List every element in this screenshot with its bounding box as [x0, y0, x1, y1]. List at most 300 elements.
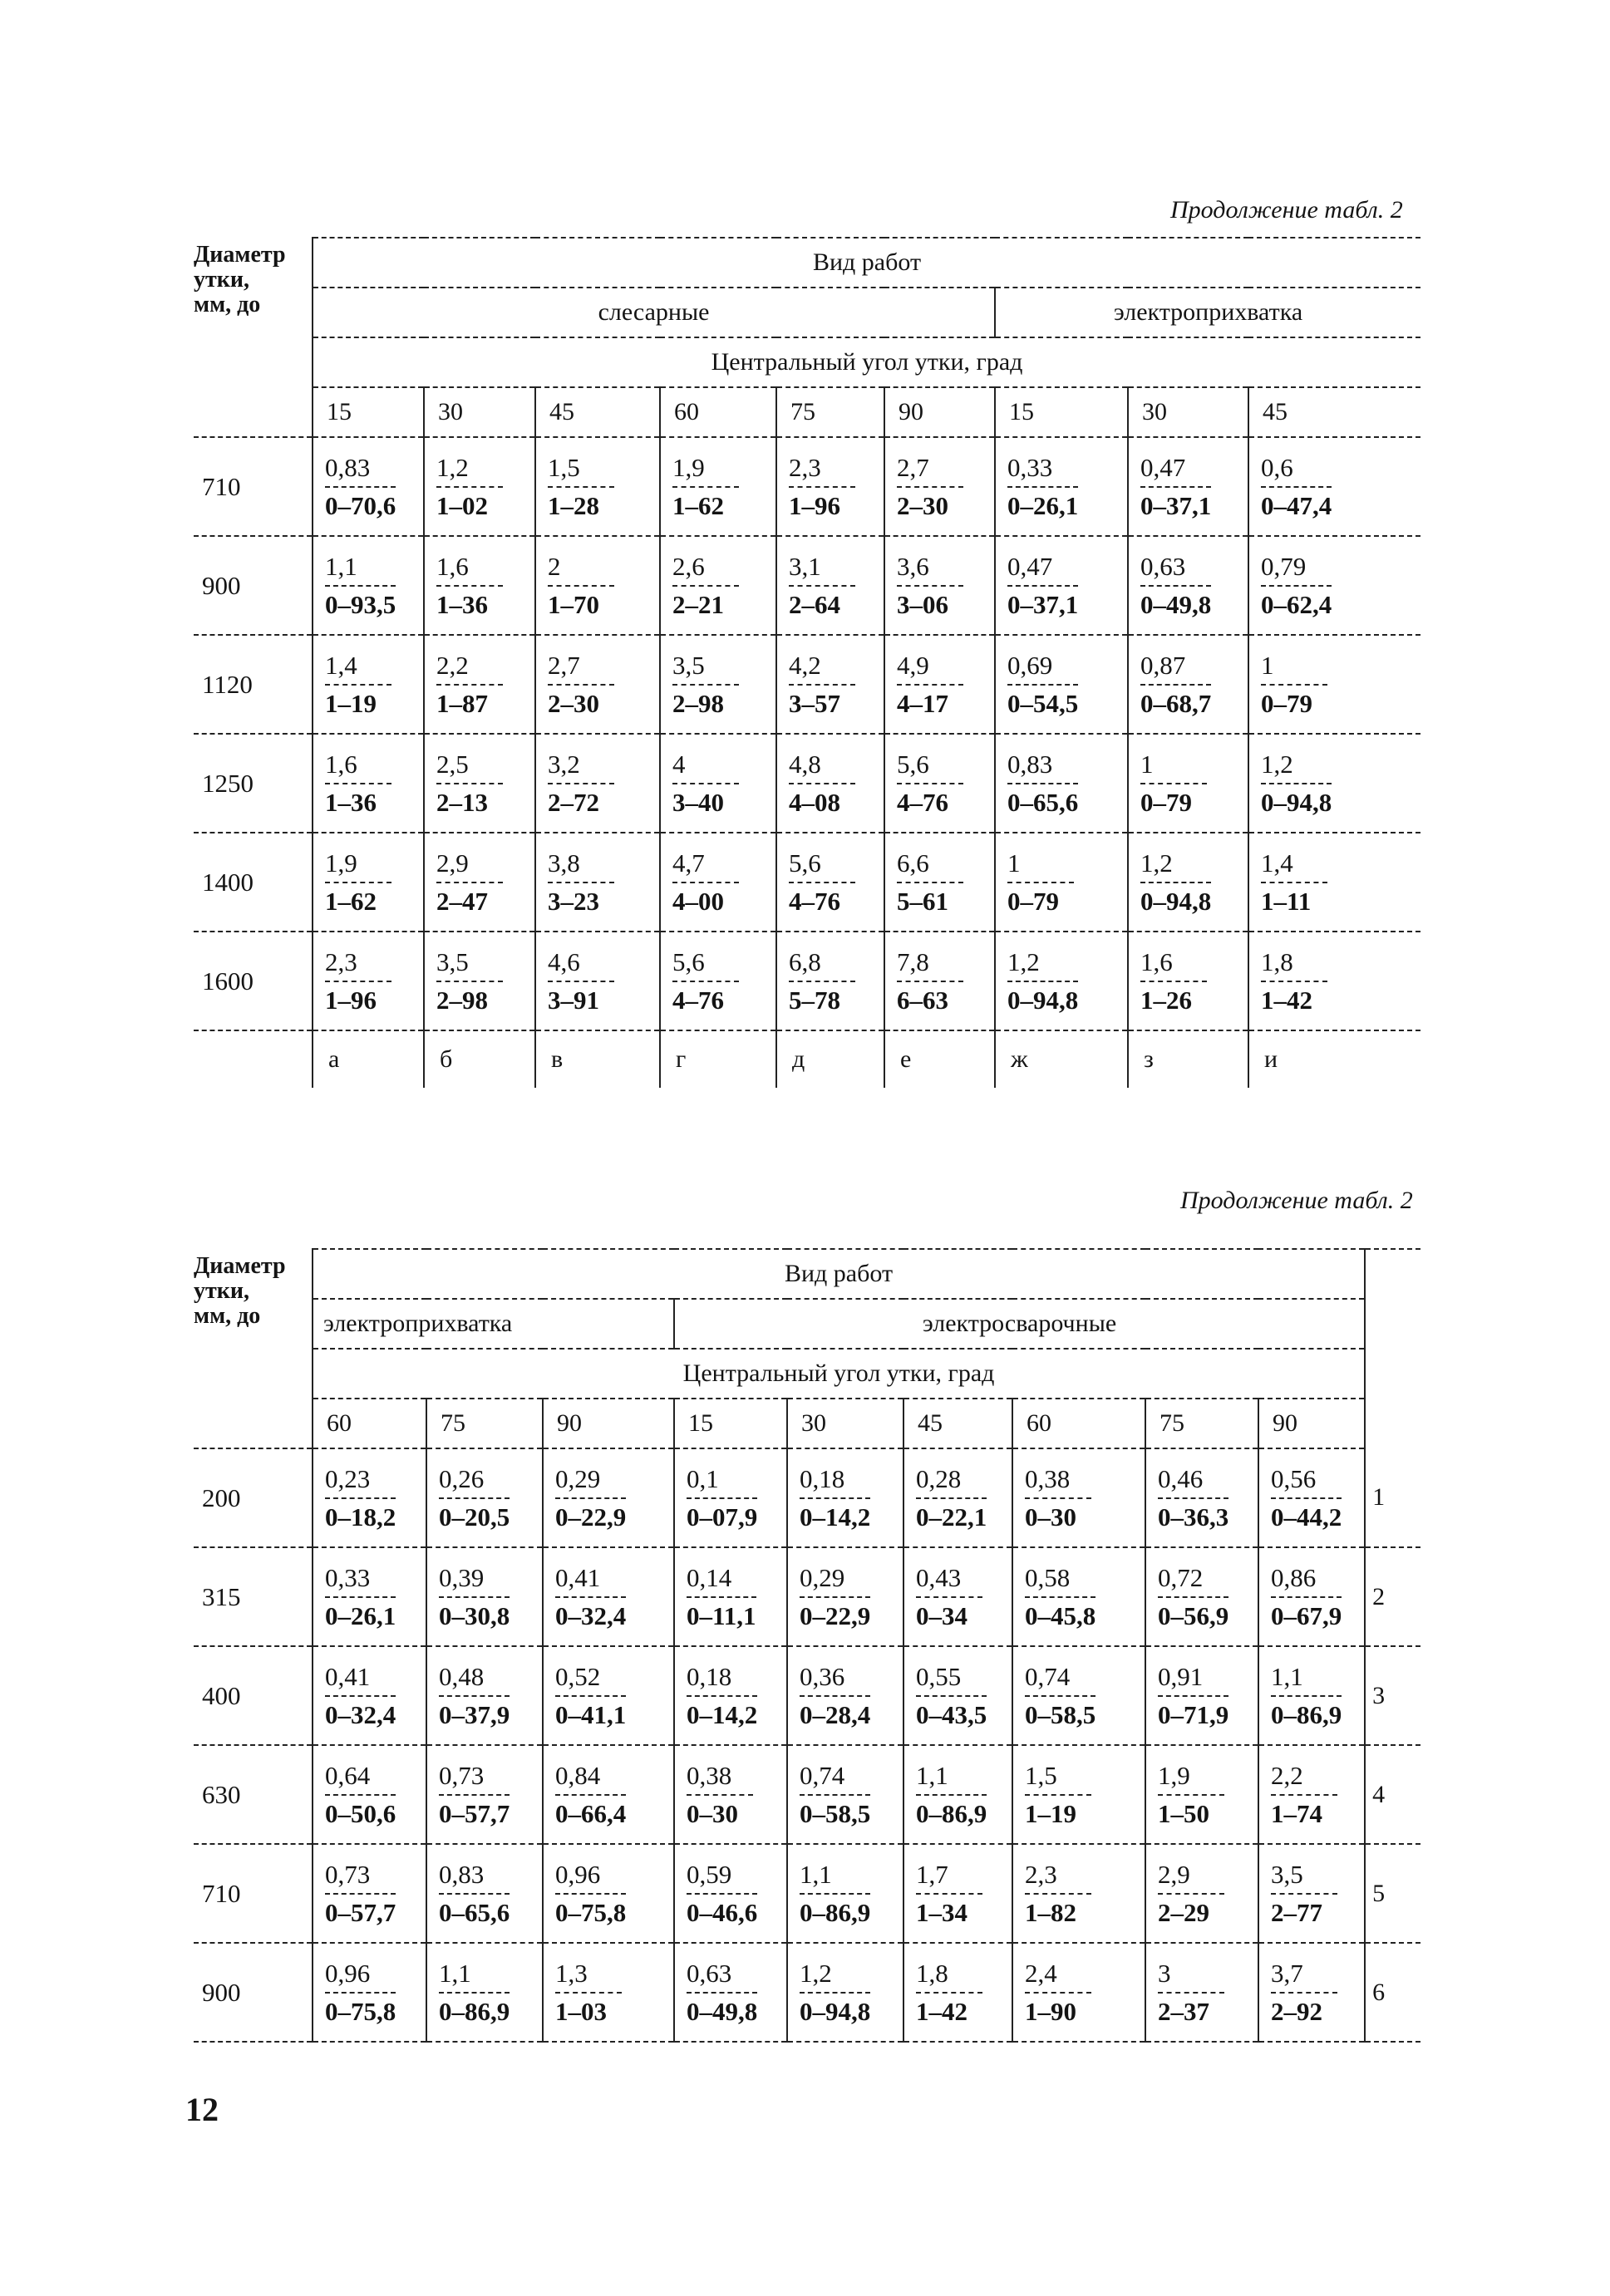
numerator: 1,6 [1140, 947, 1207, 982]
numerator: 7,8 [897, 947, 963, 982]
denominator: 0–94,8 [1140, 886, 1212, 916]
numerator: 1,8 [1261, 947, 1327, 982]
value-cell [1128, 734, 1248, 833]
fraction [1140, 552, 1211, 620]
column-letter: и [1248, 1030, 1420, 1088]
numerator: 1 [1140, 750, 1207, 784]
column-letter: д [776, 1030, 884, 1088]
value-cell [660, 437, 776, 536]
denominator: 1–96 [325, 985, 377, 1015]
fraction [555, 1662, 626, 1730]
numerator: 0,96 [325, 1959, 396, 1994]
value-cell [674, 1646, 787, 1745]
work-type-header: Вид работ [313, 1249, 1365, 1299]
value-cell [787, 1646, 903, 1745]
denominator: 0–94,8 [1007, 985, 1079, 1015]
fraction [1158, 1860, 1224, 1928]
row-number-column-header [1365, 1249, 1420, 1448]
table-row [194, 1745, 1420, 1844]
fraction [548, 552, 614, 620]
fraction [555, 1464, 626, 1532]
value-cell [535, 734, 660, 833]
table-row [194, 734, 1420, 833]
fraction [916, 1464, 987, 1532]
denominator: 0–86,9 [439, 1996, 510, 2026]
column-letter: а [313, 1030, 424, 1088]
fraction [325, 1464, 396, 1532]
angle-header-cell: 90 [543, 1399, 674, 1448]
fraction [439, 1761, 510, 1829]
denominator: 0–79 [1007, 886, 1059, 916]
row-diameter: 630 [194, 1745, 313, 1844]
denominator: 0–20,5 [439, 1502, 510, 1531]
fraction [1025, 1860, 1091, 1928]
denominator: 1–42 [916, 1996, 967, 2026]
numerator: 0,59 [687, 1860, 757, 1895]
column-letter: в [535, 1030, 660, 1088]
value-cell [1128, 536, 1248, 635]
numerator: 5,6 [897, 750, 963, 784]
denominator: 0–86,9 [800, 1897, 871, 1927]
numerator: 2,3 [325, 947, 391, 982]
value-cell [1258, 1844, 1365, 1943]
denominator: 1–03 [555, 1996, 607, 2026]
numerator: 0,47 [1007, 552, 1078, 587]
fraction [672, 750, 739, 818]
fraction [439, 1662, 510, 1730]
fraction [1271, 1761, 1337, 1829]
numerator: 2,5 [436, 750, 503, 784]
value-cell [787, 1844, 903, 1943]
numerator: 2,4 [1025, 1959, 1091, 1994]
denominator: 1–11 [1261, 886, 1312, 916]
value-cell [1012, 1943, 1145, 2042]
angle-header-cell: 90 [884, 387, 995, 437]
denominator: 0–93,5 [325, 589, 396, 619]
denominator: 4–17 [897, 688, 948, 718]
value-cell [660, 932, 776, 1030]
angle-header: Центральный угол утки, град [313, 337, 1420, 387]
numerator: 2,6 [672, 552, 739, 587]
denominator: 0–56,9 [1158, 1600, 1229, 1630]
value-cell [543, 1943, 674, 2042]
table-row [194, 437, 1420, 536]
value-cell [1145, 1943, 1258, 2042]
numerator: 0,47 [1140, 453, 1211, 488]
diameter-header-line: мм, до [194, 1303, 261, 1329]
value-cell [1145, 1745, 1258, 1844]
numerator: 1,9 [325, 848, 391, 883]
denominator: 2–72 [548, 787, 599, 817]
fraction [800, 1662, 870, 1730]
denominator: 1–36 [325, 787, 377, 817]
denominator: 0–94,8 [1261, 787, 1332, 817]
fraction [1158, 1959, 1224, 2027]
denominator: 2–13 [436, 787, 488, 817]
fraction [789, 750, 855, 818]
denominator: 3–57 [789, 688, 840, 718]
denominator: 3–91 [548, 985, 599, 1015]
fraction [548, 750, 614, 818]
fraction [916, 1761, 987, 1829]
fraction [1271, 1662, 1342, 1730]
fraction [687, 1464, 757, 1532]
denominator: 1–42 [1261, 985, 1312, 1015]
group-header-electric-welding: электросварочные [674, 1299, 1365, 1349]
angle-header-cell: 60 [1012, 1399, 1145, 1448]
column-letter-row [194, 1030, 1420, 1088]
value-cell [787, 1547, 903, 1646]
value-cell [1145, 1844, 1258, 1943]
fraction [687, 1761, 753, 1829]
fraction [436, 552, 503, 620]
numerator: 0,73 [325, 1860, 396, 1895]
numerator: 0,41 [325, 1662, 396, 1697]
denominator: 0–36,3 [1158, 1502, 1229, 1531]
numerator: 0,87 [1140, 651, 1211, 686]
angle-header-cell: 15 [313, 387, 424, 437]
fraction [916, 1860, 982, 1928]
angle-header-cell: 30 [787, 1399, 903, 1448]
fraction [325, 848, 391, 917]
numerator: 0,38 [1025, 1464, 1091, 1499]
denominator: 0–45,8 [1025, 1600, 1096, 1630]
table2-caption: Продолжение табл. 2 [1180, 1187, 1413, 1214]
row-diameter: 400 [194, 1646, 313, 1745]
fraction [789, 453, 855, 521]
numerator: 0,79 [1261, 552, 1332, 587]
numerator: 3,5 [672, 651, 739, 686]
value-cell [426, 1547, 543, 1646]
denominator: 0–11,1 [687, 1600, 756, 1630]
table1-caption: Продолжение табл. 2 [1170, 196, 1403, 224]
numerator: 0,1 [687, 1464, 757, 1499]
diameter-column-header [194, 1249, 313, 1448]
angle-header: Центральный угол утки, град [313, 1349, 1365, 1399]
row-diameter: 315 [194, 1547, 313, 1646]
denominator: 0–50,6 [325, 1798, 396, 1828]
denominator: 6–63 [897, 985, 948, 1015]
numerator: 2,3 [789, 453, 855, 488]
row-diameter: 200 [194, 1448, 313, 1547]
denominator: 0–79 [1261, 688, 1312, 718]
value-cell [884, 734, 995, 833]
numerator: 0,63 [1140, 552, 1211, 587]
numerator: 0,48 [439, 1662, 510, 1697]
value-cell [995, 635, 1128, 734]
numerator: 2,9 [1158, 1860, 1224, 1895]
value-cell [884, 437, 995, 536]
value-cell [1258, 1448, 1365, 1547]
value-cell [660, 833, 776, 932]
numerator: 1,5 [548, 453, 614, 488]
denominator: 4–76 [789, 886, 840, 916]
value-cell [424, 833, 535, 932]
denominator: 1–62 [325, 886, 377, 916]
numerator: 0,39 [439, 1563, 510, 1598]
fraction [1261, 651, 1327, 719]
value-cell [903, 1745, 1012, 1844]
denominator: 0–67,9 [1271, 1600, 1342, 1630]
fraction [1140, 651, 1211, 719]
numerator: 1 [1007, 848, 1074, 883]
denominator: 0–30 [687, 1798, 738, 1828]
value-cell [426, 1844, 543, 1943]
column-letter-spacer [194, 1030, 313, 1088]
fraction [916, 1563, 982, 1631]
table-row [194, 932, 1420, 1030]
numerator: 1,1 [439, 1959, 510, 1994]
numerator: 0,6 [1261, 453, 1332, 488]
value-cell [660, 635, 776, 734]
denominator: 0–26,1 [325, 1600, 396, 1630]
column-letter: е [884, 1030, 995, 1088]
numerator: 1,3 [555, 1959, 622, 1994]
fraction [897, 848, 963, 917]
denominator: 1–87 [436, 688, 488, 718]
fraction [672, 453, 739, 521]
fraction [1007, 750, 1078, 818]
numerator: 4,6 [548, 947, 614, 982]
row-number: 5 [1365, 1844, 1420, 1943]
value-cell [313, 734, 424, 833]
numerator: 0,36 [800, 1662, 870, 1697]
fraction [672, 651, 739, 719]
numerator: 2,7 [548, 651, 614, 686]
diameter-header-line: Диаметр [194, 1253, 286, 1279]
denominator: 2–92 [1271, 1996, 1322, 2026]
value-cell [543, 1844, 674, 1943]
fraction [789, 947, 855, 1015]
denominator: 2–37 [1158, 1996, 1209, 2026]
denominator: 0–22,9 [555, 1502, 627, 1531]
value-cell [1128, 833, 1248, 932]
denominator: 0–41,1 [555, 1699, 627, 1729]
fraction [1271, 1563, 1342, 1631]
value-cell [903, 1844, 1012, 1943]
numerator: 0,56 [1271, 1464, 1342, 1499]
value-cell [313, 1943, 426, 2042]
value-cell [424, 734, 535, 833]
value-cell [313, 932, 424, 1030]
numerator: 1,1 [916, 1761, 987, 1796]
fraction [789, 552, 855, 620]
numerator: 0,28 [916, 1464, 987, 1499]
value-cell [313, 833, 424, 932]
numerator: 4,7 [672, 848, 739, 883]
denominator: 0–86,9 [916, 1798, 987, 1828]
value-cell [1012, 1745, 1145, 1844]
fraction [555, 1959, 622, 2027]
denominator: 0–18,2 [325, 1502, 396, 1531]
numerator: 3,8 [548, 848, 614, 883]
fraction [1007, 552, 1078, 620]
fraction [555, 1761, 626, 1829]
denominator: 0–65,6 [1007, 787, 1079, 817]
fraction [687, 1959, 757, 2027]
fraction [897, 453, 963, 521]
row-number: 2 [1365, 1547, 1420, 1646]
numerator: 1,4 [1261, 848, 1327, 883]
value-cell [426, 1745, 543, 1844]
table-row [194, 1646, 1420, 1745]
fraction [548, 453, 614, 521]
diameter-header-line: утки, [194, 267, 250, 293]
value-cell [674, 1745, 787, 1844]
fraction [800, 1860, 870, 1928]
row-number: 4 [1365, 1745, 1420, 1844]
numerator: 1,6 [325, 750, 391, 784]
fraction [672, 947, 739, 1015]
numerator: 0,23 [325, 1464, 396, 1499]
fraction [1261, 453, 1332, 521]
denominator: 2–30 [548, 688, 599, 718]
row-diameter: 1600 [194, 932, 313, 1030]
fraction [1025, 1662, 1095, 1730]
numerator: 0,96 [555, 1860, 626, 1895]
value-cell [313, 1646, 426, 1745]
denominator: 0–79 [1140, 787, 1192, 817]
numerator: 0,83 [1007, 750, 1078, 784]
value-cell [903, 1943, 1012, 2042]
page-number: 12 [185, 2091, 219, 2128]
numerator: 1,1 [325, 552, 396, 587]
fraction [1007, 947, 1078, 1015]
fraction [1158, 1761, 1224, 1829]
angle-header-cell: 45 [903, 1399, 1012, 1448]
column-letter: г [660, 1030, 776, 1088]
value-cell [674, 1943, 787, 2042]
fraction [1007, 453, 1078, 521]
value-cell [535, 635, 660, 734]
denominator: 0–57,7 [439, 1798, 510, 1828]
value-cell [776, 437, 884, 536]
fraction [436, 750, 503, 818]
fraction [897, 552, 963, 620]
denominator: 0–47,4 [1261, 490, 1332, 520]
fraction [548, 848, 614, 917]
denominator: 0–57,7 [325, 1897, 396, 1927]
value-cell [776, 536, 884, 635]
value-cell [884, 932, 995, 1030]
numerator: 5,6 [789, 848, 855, 883]
table-row [194, 833, 1420, 932]
value-cell [1012, 1547, 1145, 1646]
value-cell [543, 1646, 674, 1745]
fraction [789, 651, 855, 719]
denominator: 1–34 [916, 1897, 967, 1927]
value-cell [903, 1646, 1012, 1745]
value-cell [543, 1745, 674, 1844]
numerator: 6,6 [897, 848, 963, 883]
fraction [897, 947, 963, 1015]
numerator: 1,9 [1158, 1761, 1224, 1796]
value-cell [535, 437, 660, 536]
fraction [1007, 651, 1078, 719]
numerator: 1,7 [916, 1860, 982, 1895]
denominator: 0–32,4 [555, 1600, 627, 1630]
value-cell [1012, 1448, 1145, 1547]
denominator: 0–22,1 [916, 1502, 987, 1531]
value-cell [674, 1844, 787, 1943]
fraction [1025, 1563, 1095, 1631]
value-cell [535, 932, 660, 1030]
fraction [916, 1662, 987, 1730]
angle-header-cell: 75 [426, 1399, 543, 1448]
fraction [1261, 947, 1327, 1015]
numerator: 2,2 [1271, 1761, 1337, 1796]
denominator: 1–70 [548, 589, 599, 619]
denominator: 1–26 [1140, 985, 1192, 1015]
value-cell [424, 437, 535, 536]
denominator: 1–02 [436, 490, 488, 520]
angle-header-cell: 30 [1128, 387, 1248, 437]
value-cell [884, 833, 995, 932]
row-diameter: 900 [194, 536, 313, 635]
denominator: 0–70,6 [325, 490, 396, 520]
fraction [325, 1959, 396, 2027]
denominator: 0–58,5 [1025, 1699, 1096, 1729]
denominator: 0–75,8 [325, 1996, 396, 2026]
numerator: 0,73 [439, 1761, 510, 1796]
fraction [325, 1761, 396, 1829]
numerator: 2,3 [1025, 1860, 1091, 1895]
value-cell [995, 536, 1128, 635]
value-cell [313, 1844, 426, 1943]
denominator: 0–07,9 [687, 1502, 758, 1531]
value-cell [424, 932, 535, 1030]
denominator: 4–08 [789, 787, 840, 817]
fraction [555, 1860, 626, 1928]
numerator: 1,2 [1140, 848, 1211, 883]
value-cell [1258, 1547, 1365, 1646]
numerator: 2 [548, 552, 614, 587]
fraction [439, 1860, 510, 1928]
numerator: 0,64 [325, 1761, 396, 1796]
numerator: 6,8 [789, 947, 855, 982]
angle-header-cell: 15 [995, 387, 1128, 437]
row-diameter: 1120 [194, 635, 313, 734]
row-diameter: 710 [194, 1844, 313, 1943]
fraction [439, 1563, 510, 1631]
denominator: 0–14,2 [800, 1502, 871, 1531]
denominator: 0–26,1 [1007, 490, 1079, 520]
numerator: 1,2 [436, 453, 503, 488]
table2 [194, 1248, 1420, 2043]
numerator: 3,5 [1271, 1860, 1337, 1895]
denominator: 2–30 [897, 490, 948, 520]
numerator: 0,83 [325, 453, 396, 488]
value-cell [660, 734, 776, 833]
table-row [194, 1943, 1420, 2042]
value-cell [1248, 437, 1420, 536]
table-row [194, 1547, 1420, 1646]
value-cell [1248, 932, 1420, 1030]
denominator: 0–30,8 [439, 1600, 510, 1630]
numerator: 0,33 [325, 1563, 396, 1598]
value-cell [535, 833, 660, 932]
denominator: 2–21 [672, 589, 724, 619]
denominator: 3–06 [897, 589, 948, 619]
fraction [687, 1860, 757, 1928]
numerator: 0,63 [687, 1959, 757, 1994]
fraction [325, 1860, 396, 1928]
value-cell [426, 1943, 543, 2042]
value-cell [674, 1448, 787, 1547]
column-letter: з [1128, 1030, 1248, 1088]
value-cell [1248, 635, 1420, 734]
row-number: 3 [1365, 1646, 1420, 1745]
